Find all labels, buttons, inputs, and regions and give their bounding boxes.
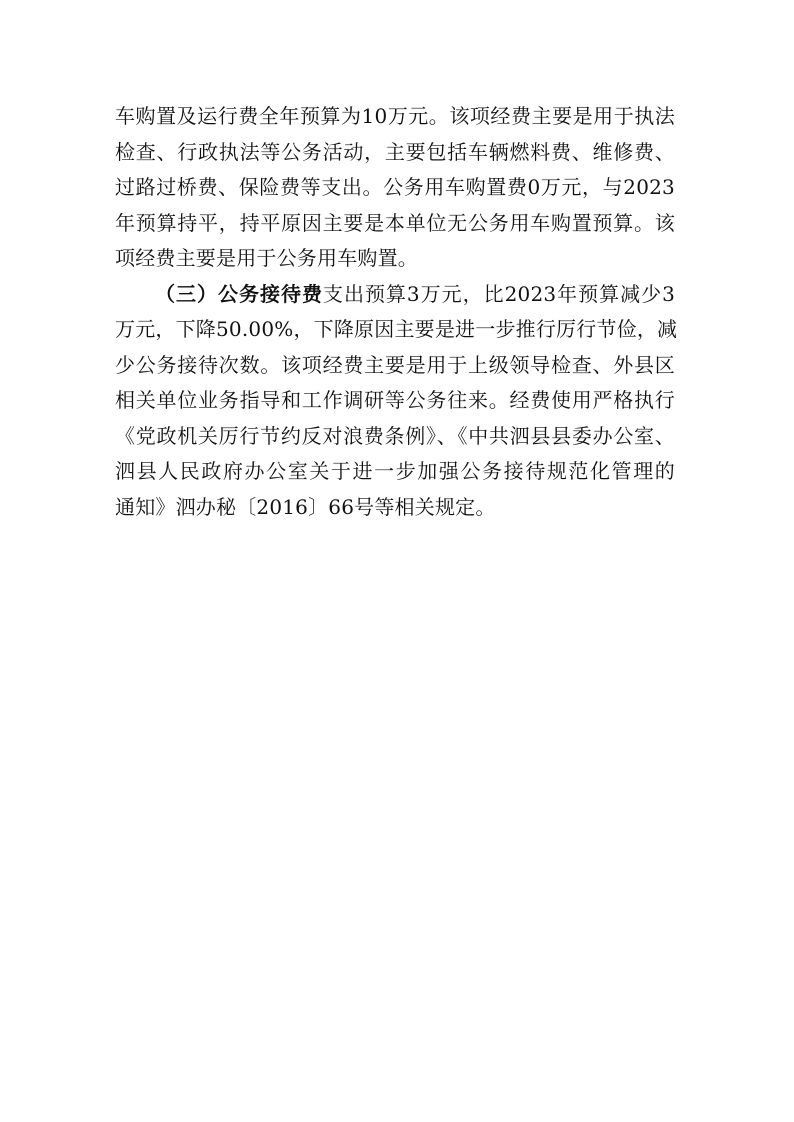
text-line: 相关单位业务指导和工作调研等公务往来。经费使用严格执行 [115,388,675,412]
text-line: 项经费主要是用于公务用车购置。 [115,246,418,270]
paragraph-vehicle-expenses [115,99,675,277]
text-line: 少公务接待次数。该项经费主要是用于上级领导检查、外县区 [115,352,675,377]
section-heading: （三）公务接待费 [155,281,323,306]
text-line: 过路过桥费、保险费等支出。公务用车购置费0万元，与2023 [115,175,675,199]
text-line: 车购置及运行费全年预算为10万元。该项经费主要是用于执法 [115,104,675,128]
text-line: 《党政机关厉行节约反对浪费条例》、《中共泗县县委办公室、 [115,423,675,448]
paragraph-reception-expenses [115,277,678,526]
text-line: 万元，下降50.00%，下降原因主要是进一步推行厉行节俭，减 [115,317,678,341]
text-segment: 支出预算3万元，比2023年预算减少3 [322,281,675,306]
text-line: 年预算持平，持平原因主要是本单位无公务用车购置预算。该 [115,210,675,235]
text-line: 检查、行政执法等公务活动，主要包括车辆燃料费、维修费、 [115,139,675,164]
text-line: 通知》泗办秘〔2016〕66号等相关规定。 [115,494,496,519]
paragraph-first-line [115,277,675,313]
document-body [115,99,678,525]
text-line: 泗县人民政府办公室关于进一步加强公务接待规范化管理的 [115,459,675,483]
